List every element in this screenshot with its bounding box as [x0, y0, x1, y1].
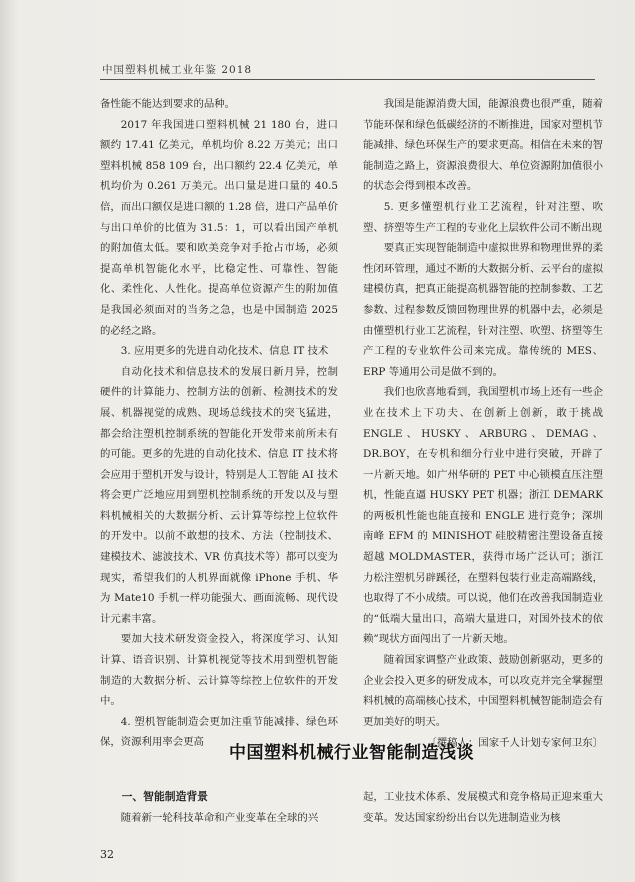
right-column — [363, 94, 603, 754]
paragraph: 2017 年我国进口塑料机械 21 180 台，进口额约 17.41 亿美元，单机均价 8.22 万美元；出口塑料机械 858 109 台，出口额约 22.4 亿美元，单机均价为 0.261 万美元。出口量是进口量的 40.5 倍，而出口额仅是进口额的 1.28 倍，进口产品单价与出口单价的比值为 31.5：1，可以看出国产单机的附加值太低。要和欧美竞争对手抢占市场，必须提高单机智能化水平，比稳定性、可靠性、智能化、柔性化、人性化。提高单位资源产生的附加值是我国必须面对的当务之急，也是中国制造 2025 的必经之路。 — [100, 118, 338, 337]
section-heading: 4. 塑机智能制造会更加注重节能减排、绿色环保，资源利用率会更高 — [100, 715, 338, 749]
paragraph: 我们也欣喜地看到，我国塑机市场上还有一些企业在技术上下功夫、在创新上创新，敢于挑战 ENGLE、HUSKY、ARBURG、DEMAG、DR.BOY，在专机和细分行业中进行突破，开辟了一片新天地。如广州华研的 PET 中心锁模直压注塑机，性能直逼 HUSKY PET 机器；浙江 DEMARK 的两板机性能也能直接和 ENGLE 进行竞争；深圳南峰 EFM 的 MINISHOT 硅胶精密注塑设备直接超越 MOLDMASTER，获得市场广泛认可；浙江力松注塑机另辟蹊径，在塑料包装行业走高端路线，也取得了不小成绩。可以说，他们在改善我国制造业的“低端大量出口，高端大量进口，对国外技术的依赖”现状方面闯出了一片新天地。 — [363, 386, 603, 646]
article-right-column — [363, 787, 603, 828]
paragraph: 要加大技术研发资金投入，将深度学习、认知计算、语音识别、计算机视觉等技术用到塑机智能制造的大数据分析、云计算等综控上位软件的开发中。 — [100, 633, 338, 708]
page-number: 32 — [100, 848, 114, 861]
paragraph: 要真正实现智能制造中虚拟世界和物理世界的柔性闭环管理，通过不断的大数据分析、云平台的虚拟建模仿真，把真正能提高机器智能的控制参数、工艺参数、过程参数反馈回物理世界的机器中去，必须是由懂塑机行业工艺流程，针对注塑、吹塑、挤塑等生产工程的专业软件公司来完成。靠传统的 MES、ERP 等通用公司是做不到的。 — [363, 242, 603, 378]
running-head: 中国塑料机械工业年鉴 2018 — [102, 64, 253, 76]
author-credit: 〔撰稿人：国家千人计划专家何卫东〕 — [426, 737, 603, 750]
paragraph: 自动化技术和信息技术的发展日新月异，控制硬件的计算能力、控制方法的创新、检测技术的发展、机器视觉的成熟、现场总线技术的突飞猛进，都会给注塑机控制系统的智能化开发带来前所未有的可能。更多的先进的自动化技术、信息 IT 技术将会应用于塑机开发与设计，特别是人工智能 AI 技术将会更广泛地应用到塑机控制系统的开发以及与塑料机械相关的大数据分析、云计算等综控上位软件的开发中。以前不敢想的技术、方法（控制技术、建模技术、滤波技术、VR 仿真技术等）都可以变为现实，希望我们的人机界面就像 iPhone 手机、华为 Mate10 手机一样功能强大、画面流畅、现代设计元素丰富。 — [100, 365, 338, 625]
section-heading: 一、智能制造背景 — [121, 790, 208, 803]
section-heading: 3. 应用更多的先进自动化技术、信息 IT 技术 — [120, 345, 329, 358]
header-rule — [100, 79, 595, 80]
paragraph: 随着新一轮科技革命和产业变革在全球的兴 — [120, 811, 319, 824]
article-left-column — [100, 787, 338, 828]
paragraph: 起，工业技术体系、发展模式和竞争格局正迎来重大变革。发达国家纷纷出台以先进制造业为核 — [363, 791, 603, 824]
left-column — [100, 94, 338, 753]
paragraph: 随着国家调整产业政策、鼓励创新驱动，更多的企业会投入更多的研发成本，可以攻克并完全掌握塑料机械的高端核心技术，中国塑料机械智能制造会有更加美好的明天。 — [363, 654, 603, 728]
paragraph: 备性能不能达到要求的品种。 — [100, 98, 236, 110]
paragraph: 我国是能源消费大国，能源浪费也很严重，随着节能环保和绿色低碳经济的不断推进，国家对塑机节能减排、绿色环保生产的要求更高。相信在未来的智能制造之路上，资源浪费很大、单位资源附加值很小的状态会得到根本改善。 — [363, 98, 603, 193]
section-heading: 5. 更多懂塑机行业工艺流程，针对注塑、吹塑、挤塑等生产工程的专业化上层软件公司不断出现 — [363, 200, 603, 234]
article-title: 中国塑料机械行业智能制造浅谈 — [229, 743, 474, 763]
